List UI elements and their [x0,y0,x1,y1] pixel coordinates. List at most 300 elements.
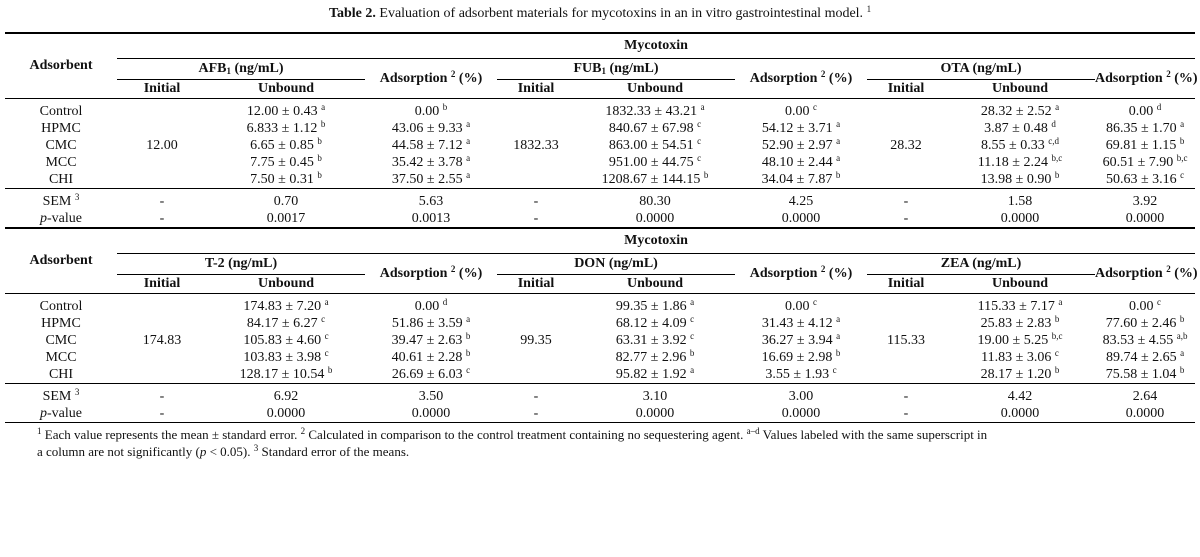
value-text: 63.31 ± 3.92 $^c$ [615,331,695,348]
adsorption-value [735,315,867,332]
sem-value: 4.42 [1007,389,1033,404]
adsorbent-label: HPMC [41,316,81,331]
pvalue-row [5,210,1195,228]
superscript-letter: c [690,314,695,324]
adsorption-value [365,332,497,349]
unbound-value [945,349,1095,366]
superscript-letter: b [465,331,471,341]
adsorbent-label: MCC [45,155,77,170]
superscript-letter: c [690,331,695,341]
unbound-value [575,349,735,366]
superscript-letter: b [689,348,695,358]
superscript-letter: c,d [1048,136,1059,146]
adsorption-value [365,366,497,384]
adsorption-value [735,137,867,154]
adsorption-value [735,154,867,171]
superscript-letter: b [1054,314,1060,324]
footnote-mark: 3 [74,387,80,397]
value-text: 89.74 ± 2.65 $^a$ [1105,348,1185,365]
adsorption-header: Adsorption $^2$ (%) [749,68,853,86]
adsorption-header: Adsorption $^2$ (%) [379,263,483,281]
superscript-letter: a [321,102,326,112]
value-text: 26.69 ± 6.03 $^c$ [391,365,471,382]
unbound-value [207,99,365,121]
sem-value: 0.70 [273,194,299,209]
superscript-letter: a [1058,297,1063,307]
value-text: 28.17 ± 1.20 $^b$ [980,365,1060,382]
sem-value: 6.92 [273,389,299,404]
adsorbent-label: CMC [45,138,77,153]
sem-value: - [903,389,909,404]
unbound-value [575,99,735,121]
value-text: 35.42 ± 3.78 $^a$ [391,153,471,170]
superscript-letter: c [813,297,817,307]
superscript-letter: c [466,365,471,375]
superscript-letter: a [466,153,471,163]
superscript-letter: a [1055,102,1060,112]
superscript-letter: c [1180,170,1185,180]
value-text: 54.12 ± 3.71 $^a$ [761,119,841,136]
unbound-value [575,154,735,171]
mycotoxin-table-1 [5,32,1198,228]
pvalue-value: 0.0000 [207,405,365,423]
value-text: 6.833 ± 1.12 $^b$ [246,119,326,136]
caption-text: Evaluation of adsorbent materials for mycotoxins in an in vitro gastrointestinal model. [379,6,864,21]
value-text: 44.58 ± 7.12 $^a$ [391,136,471,153]
pvalue-value: 0.0000 [1095,405,1195,423]
table-caption [0,6,1200,32]
superscript-letter: a [836,136,841,146]
sem-row [5,189,1195,211]
value-text: 951.00 ± 44.75 $^c$ [608,153,702,170]
adsorbent-label: HPMC [41,121,81,136]
initial-value: 115.33 [867,294,945,384]
superscript-letter: a [466,314,471,324]
value-text: 0.00 $^c$ [1129,297,1162,314]
tables-container [0,32,1200,423]
table-row [5,294,1195,316]
unbound-header: Unbound [991,276,1049,291]
adsorption-header-cell [365,254,497,294]
pvalue-value: - [867,210,945,228]
adsorption-value [1095,99,1195,121]
value-text: 68.12 ± 4.09 $^c$ [615,314,695,331]
value-text: 105.83 ± 4.60 $^c$ [243,331,329,348]
value-text: 0.00 $^b$ [414,102,448,119]
value-text: 51.86 ± 3.59 $^a$ [391,314,471,331]
table-row [5,99,1195,121]
adsorption-value [1095,120,1195,137]
p-letter: p [40,406,47,421]
toxin-header: ZEA (ng/mL) [867,254,1095,275]
superscript-letter: b [1179,365,1185,375]
adsorption-header-cell [735,59,867,99]
initial-header: Initial [517,81,555,96]
superscript-letter: c [1054,348,1059,358]
adsorbent-header: Adsorbent [5,33,117,99]
pvalue-value: 0.0000 [735,210,867,228]
superscript-letter: b,c [1051,153,1063,163]
adsorption-value [365,315,497,332]
unbound-value [945,332,1095,349]
unbound-value [945,99,1095,121]
initial-value: 28.32 [867,99,945,189]
mycotoxin-header: Mycotoxin [117,33,1195,59]
unbound-value [945,137,1095,154]
sem-value: - [159,389,165,404]
adsorption-value [735,349,867,366]
unbound-value [945,366,1095,384]
superscript-letter: c [1157,297,1162,307]
superscript-letter: b [317,170,322,180]
adsorption-value [1095,154,1195,171]
value-text: 103.83 ± 3.98 $^c$ [243,348,329,365]
value-text: 0.00 $^d$ [1128,102,1162,119]
pvalue-row [5,405,1195,423]
toxin-header: $AFB_1$ (ng/mL) [117,59,365,80]
header-row [5,229,1195,254]
adsorption-header-cell [1095,59,1198,99]
pvalue-value: - [117,210,207,228]
superscript-letter: a [690,297,695,307]
unbound-value [945,294,1095,316]
adsorbent-label: Control [5,99,117,121]
value-text: 7.50 ± 0.31 $^b$ [250,170,322,187]
mycotoxin-header: Mycotoxin [117,229,1195,254]
adsorption-value [735,99,867,121]
adsorbent-label: MCC [45,350,77,365]
sem-row [5,384,1195,406]
superscript-letter: b,c [1176,153,1188,163]
pvalue-value: 0.0017 [207,210,365,228]
superscript-letter: b [835,348,841,358]
unbound-header: Unbound [257,81,315,96]
value-text: 50.63 ± 3.16 $^c$ [1105,170,1185,187]
superscript-letter: c [321,314,326,324]
subscript: 1 [601,66,606,76]
footnote-mark: 3 [74,192,80,202]
superscript-letter: c [697,119,702,129]
pvalue-value: - [117,405,207,423]
adsorption-value [1095,315,1195,332]
superscript-letter: a [836,153,841,163]
sem-value: 1.58 [1007,194,1033,209]
pvalue-value: 0.0000 [1095,210,1195,228]
superscript-letter: c [813,102,817,112]
initial-value: 12.00 [117,99,207,189]
footnote-mark: 2 [820,68,826,79]
unbound-value [207,349,365,366]
unbound-value [207,137,365,154]
value-text: 1832.33 ± 43.21 $^a$ [605,102,705,119]
unbound-value [945,154,1095,171]
superscript-letter: a [690,365,695,375]
adsorption-value [1095,137,1195,154]
sem-value: - [533,389,539,404]
adsorption-value [365,294,497,316]
superscript-letter: b [317,136,322,146]
value-text: 52.90 ± 2.97 $^a$ [761,136,841,153]
initial-header: Initial [517,276,555,291]
unbound-value [945,171,1095,189]
unbound-value [945,120,1095,137]
value-text: 82.77 ± 2.96 $^b$ [615,348,695,365]
subscript: 1 [226,66,231,76]
value-text: 16.69 ± 2.98 $^b$ [761,348,841,365]
toxin-header: OTA (ng/mL) [867,59,1095,80]
adsorbent-header: Adsorbent [5,229,117,294]
adsorption-header: Adsorption $^2$ (%) [749,263,853,281]
superscript-letter: a [700,102,705,112]
value-text: 95.82 ± 1.92 $^a$ [615,365,695,382]
adsorption-value [1095,294,1195,316]
value-text: 25.83 ± 2.83 $^b$ [980,314,1060,331]
sem-value: 3.92 [1132,194,1158,209]
value-text: 8.55 ± 0.33 $^{c,d}$ [981,136,1059,153]
sem-value: 4.25 [788,194,814,209]
superscript-letter: c [324,331,329,341]
unbound-value [207,366,365,384]
value-text: 77.60 ± 2.46 $^b$ [1105,314,1185,331]
superscript-letter: b [320,119,326,129]
value-text: 37.50 ± 2.55 $^a$ [391,170,471,187]
pvalue-value: 0.0000 [575,210,735,228]
value-text: 3.87 ± 0.48 $^d$ [984,119,1056,136]
superscript-letter: a [324,297,329,307]
pvalue-value: 0.0013 [365,210,497,228]
pvalue-value: 0.0000 [945,210,1095,228]
value-text: 0.00 $^c$ [785,297,817,314]
superscript-letter: a [836,331,841,341]
value-text: 40.61 ± 2.28 $^b$ [391,348,471,365]
unbound-header: Unbound [626,276,684,291]
toxin-header-row [5,59,1195,80]
unbound-value [207,154,365,171]
adsorption-header: Adsorption $^2$ (%) [379,68,483,86]
value-text: 86.35 ± 1.70 $^a$ [1105,119,1185,136]
value-text: 128.17 ± 10.54 $^b$ [239,365,333,382]
initial-value: 174.83 [117,294,207,384]
unbound-value [575,315,735,332]
adsorption-value [1095,332,1195,349]
pvalue-value: - [867,405,945,423]
superscript-letter: b [465,348,471,358]
value-text: 13.98 ± 0.90 $^b$ [980,170,1060,187]
unbound-header: Unbound [257,276,315,291]
unbound-value [575,332,735,349]
value-text: 11.83 ± 3.06 $^c$ [981,348,1059,365]
value-text: 34.04 ± 7.87 $^b$ [761,170,841,187]
adsorption-header: Adsorption $^2$ (%) [1095,263,1198,281]
adsorbent-label: Control [5,294,117,316]
superscript-letter: a [466,170,471,180]
unbound-value [207,294,365,316]
value-text: 12.00 ± 0.43 $^a$ [246,102,326,119]
adsorption-value [365,171,497,189]
unbound-value [575,137,735,154]
superscript-letter: a [836,314,841,324]
superscript-letter: a [466,136,471,146]
pvalue-value: - [497,210,575,228]
toxin-header-row [5,254,1195,275]
superscript-letter: b [703,170,709,180]
superscript-letter: d [1051,119,1056,129]
value-text: 0.00 $^c$ [785,102,817,119]
superscript-letter: a [1180,119,1185,129]
adsorption-value [1095,366,1195,384]
unbound-value [207,315,365,332]
unbound-value [207,332,365,349]
adsorption-value [365,99,497,121]
unbound-value [575,294,735,316]
footnote-mark: 2 [450,68,456,79]
pvalue-value: 0.0000 [575,405,735,423]
superscript-letter: a [836,119,841,129]
value-text: 60.51 ± 7.90 $^{b,c}$ [1102,153,1188,170]
p-letter: p [40,211,47,226]
value-text: 863.00 ± 54.51 $^c$ [608,136,702,153]
superscript-letter: d [1156,102,1162,112]
table-footnote [37,426,1200,460]
unbound-header: Unbound [991,81,1049,96]
header-row [5,33,1195,59]
value-text: 1208.67 ± 144.15 $^b$ [601,170,709,187]
adsorption-header-cell [365,59,497,99]
pvalue-value: 0.0000 [365,405,497,423]
footnote-mark: 2 [1166,68,1171,79]
value-text: 75.58 ± 1.04 $^b$ [1105,365,1185,382]
mycotoxin-table-2 [5,228,1198,423]
adsorption-value [735,171,867,189]
value-text: 28.32 ± 2.52 $^a$ [980,102,1060,119]
sem-label: SEM $^3$ [42,387,80,404]
adsorption-value [365,154,497,171]
footnote-mark: 2 [450,263,456,274]
value-text: 0.00 $^d$ [414,297,448,314]
footnote-line-1: $^1$ Each value represents the mean ± standard error. $^2$ Calculated in comparison to the control treatment containing no sequestering agent. $^{a-d}$ Values labeled with the same superscript in [37,426,988,442]
adsorbent-label: CHI [5,171,117,189]
caption-label: Table 2. [328,6,376,21]
superscript-letter: b [317,153,322,163]
adsorption-value [735,294,867,316]
sem-value: 3.10 [642,389,668,404]
pvalue-label: p-value [5,210,117,228]
unbound-header: Unbound [626,81,684,96]
initial-header: Initial [143,276,181,291]
value-text: 840.67 ± 67.98 $^c$ [608,119,702,136]
adsorption-value [735,332,867,349]
initial-value: 1832.33 [497,99,575,189]
superscript-letter: b [1054,365,1060,375]
subheader-row [5,275,1195,294]
adsorption-header: Adsorption $^2$ (%) [1095,68,1198,86]
sem-value: 5.63 [418,194,444,209]
initial-header: Initial [887,81,925,96]
pvalue-value: 0.0000 [735,405,867,423]
sem-value: - [533,194,539,209]
value-text: 7.75 ± 0.45 $^b$ [250,153,322,170]
toxin-header: DON (ng/mL) [497,254,735,275]
unbound-value [207,171,365,189]
sem-value: - [903,194,909,209]
initial-header: Initial [143,81,181,96]
unbound-value [575,366,735,384]
sem-value: - [159,194,165,209]
value-text: 36.27 ± 3.94 $^a$ [761,331,841,348]
superscript-letter: c [832,365,837,375]
superscript-letter: d [442,297,448,307]
adsorption-value [735,366,867,384]
superscript-letter: c [697,153,702,163]
superscript-letter: a [466,119,471,129]
adsorption-value [365,137,497,154]
value-text: 99.35 ± 1.86 $^a$ [615,297,695,314]
superscript-letter: b [327,365,333,375]
value-text: 6.65 ± 0.85 $^b$ [250,136,322,153]
caption-note-mark: 1 [866,4,872,14]
sem-value: 3.00 [788,389,814,404]
superscript-letter: b [835,170,841,180]
adsorption-value [1095,349,1195,366]
superscript-letter: a,b [1176,331,1188,341]
superscript-letter: b [1054,170,1060,180]
adsorption-value [365,120,497,137]
adsorption-value [365,349,497,366]
unbound-value [575,171,735,189]
superscript-letter: c [697,136,702,146]
sem-value: 80.30 [639,194,671,209]
footnote-mark: 2 [1166,263,1171,274]
sem-label: SEM $^3$ [42,192,80,209]
value-text: 48.10 ± 2.44 $^a$ [761,153,841,170]
value-text: 39.47 ± 2.63 $^b$ [391,331,471,348]
value-text: 115.33 ± 7.17 $^a$ [977,297,1063,314]
adsorption-value [735,120,867,137]
superscript-letter: b [1179,136,1185,146]
value-text: 43.06 ± 9.33 $^a$ [391,119,471,136]
value-text: 174.83 ± 7.20 $^a$ [243,297,329,314]
superscript-letter: a [1180,348,1185,358]
superscript-letter: c [324,348,329,358]
superscript-letter: b [442,102,448,112]
value-text: 3.55 ± 1.93 $^c$ [765,365,837,382]
superscript-letter: b,c [1051,331,1063,341]
pvalue-value: - [497,405,575,423]
pvalue-label: p-value [5,405,117,423]
adsorption-header-cell [1095,254,1198,294]
initial-header: Initial [887,276,925,291]
initial-value: 99.35 [497,294,575,384]
value-text: 69.81 ± 1.15 $^b$ [1105,136,1185,153]
adsorption-header-cell [735,254,867,294]
superscript-letter: b [1179,314,1185,324]
value-text: 19.00 ± 5.25 $^{b,c}$ [977,331,1063,348]
adsorption-value [1095,171,1195,189]
footnote-line-2: a column are not significantly (p < 0.05). $^3$ Standard error of the means. [37,443,410,459]
adsorbent-label: CMC [45,333,77,348]
pvalue-value: 0.0000 [945,405,1095,423]
footnote-mark: 2 [820,263,826,274]
value-text: 84.17 ± 6.27 $^c$ [246,314,326,331]
sem-value: 2.64 [1132,389,1158,404]
toxin-header: $FUB_1$ (ng/mL) [497,59,735,80]
value-text: 31.43 ± 4.12 $^a$ [761,314,841,331]
toxin-header: T-2 (ng/mL) [117,254,365,275]
unbound-value [207,120,365,137]
sem-value: 3.50 [418,389,444,404]
unbound-value [945,315,1095,332]
subheader-row [5,80,1195,99]
